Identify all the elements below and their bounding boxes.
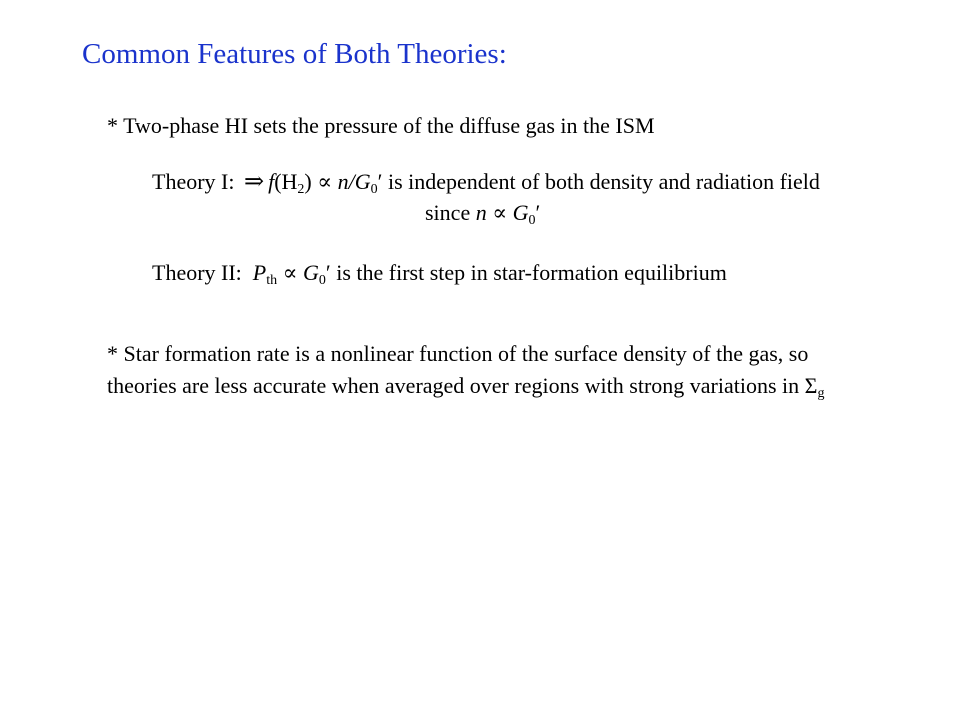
since-proportional-symbol: ∝: [486, 200, 513, 225]
theory-one-line: [152, 168, 820, 197]
since-n: n: [475, 200, 487, 225]
bullet-star-formation-line2-text: theories are less accurate when averaged over regions with strong variations in: [107, 373, 805, 398]
implies-arrow-icon: ⇒: [243, 169, 265, 195]
theory-one-rest: is independent of both density and radiation field: [382, 169, 820, 194]
theory-two-line: [152, 260, 727, 286]
since-text: since: [425, 200, 476, 225]
bullet-star-formation-line2: [107, 373, 824, 399]
prime-symbol: ′: [377, 169, 383, 194]
bullet-two-phase-hi: * Two-phase HI sets the pressure of the diffuse gas in the ISM: [107, 113, 655, 138]
sigma-symbol: Σ: [804, 373, 818, 398]
g-subscript: 0: [370, 182, 378, 197]
slide-title: Common Features of Both Theories:: [82, 38, 507, 70]
n-over-g-expr: n/G: [337, 169, 371, 194]
since-g-subscript: 0: [528, 213, 536, 228]
h2-close: ): [304, 169, 312, 194]
theory-two-label: Theory II:: [152, 260, 242, 285]
theory-one-since-line: [425, 200, 540, 226]
since-prime: ′: [535, 200, 541, 225]
since-g: G: [512, 200, 529, 225]
p-symbol: P: [252, 260, 267, 285]
proportional-symbol: ∝: [311, 169, 338, 194]
theory-two-proportional-symbol: ∝: [277, 260, 304, 285]
f-symbol: f: [268, 169, 275, 194]
theory-two-prime: ′: [325, 260, 331, 285]
h2-open: (H: [274, 169, 298, 194]
bullet-star-formation-line1: * Star formation rate is a nonlinear function of the surface density of the gas, so: [107, 341, 809, 366]
theory-one-label: Theory I:: [152, 169, 235, 194]
sigma-subscript: g: [817, 386, 825, 401]
theory-two-g-subscript: 0: [318, 273, 326, 288]
p-subscript: th: [266, 273, 278, 288]
h2-subscript: 2: [297, 182, 305, 197]
theory-two-rest: is the first step in star-formation equilibrium: [330, 260, 727, 285]
theory-two-g: G: [303, 260, 319, 285]
